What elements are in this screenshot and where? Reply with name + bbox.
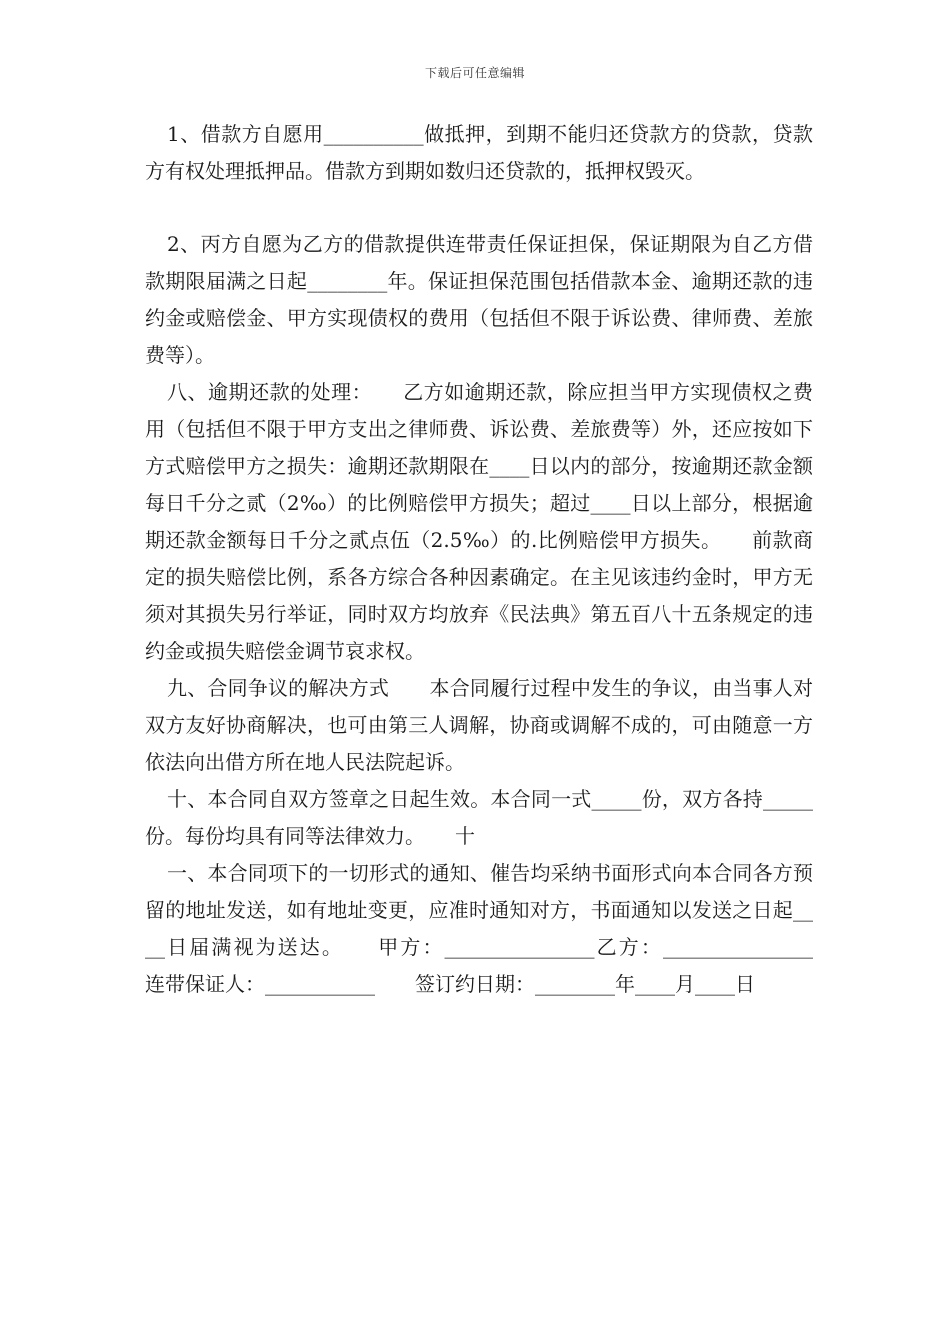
clause-8-overdue: 八、逾期还款的处理： 乙方如逾期还款，除应担当甲方实现债权之费用（包括但不限于甲方支出之律师费、诉讼费、差旅费等）外，还应按如下方式赔偿甲方之损失：逾期还款期限在____日以内的部分，按逾期还款金额每日千分之贰（2‰）的比例赔偿甲方损失；超过____日以上部分，根据逾期还款金额每日千分之贰点伍（2.5‰）的.比例赔偿甲方损失。 前款商定的损失赔偿比例，系各方综合各种因素确定。在主见该违约金时，甲方无须对其损失另行举证，同时双方均放弃《民法典》第五百八十五条规定的违约金或损失赔偿金调节哀求权。: [145, 380, 813, 663]
contract-body: [145, 116, 853, 1003]
clause-1-collateral: 1、借款方自愿用__________做抵押，到期不能归还贷款方的贷款，贷款方有权处理抵押品。借款方到期如数归还贷款的，抵押权毁灭。: [145, 122, 813, 183]
clause-9-dispute: 九、合同争议的解决方式 本合同履行过程中发生的争议，由当事人对双方友好协商解决，也可由第三人调解，协商或调解不成的，可由随意一方依法向出借方所在地人民法院起诉。: [145, 676, 813, 774]
clause-10-effective: 十、本合同自双方签章之日起生效。本合同一式_____份，双方各持_____份。每份均具有同等法律效力。 十: [145, 787, 813, 848]
page-header-note: 下载后可任意编辑: [424, 66, 525, 80]
clause-2-guarantee: 2、丙方自愿为乙方的借款提供连带责任保证担保，保证期限为自乙方借款期限届满之日起________年。保证担保范围包括借款本金、逾期还款的违约金或赔偿金、甲方实现债权的费用（包括但不限于诉讼费、律师费、差旅费等）。: [145, 232, 813, 367]
clause-11-notice-signature: 一、本合同项下的一切形式的通知、催告均采纳书面形式向本合同各方预留的地址发送，如有地址变更，应准时通知对方，书面通知以发送之日起____日届满视为送达。 甲方：_______________乙方：_______________ 连带保证人：___________ 签订约日期：________年____月____日: [145, 861, 853, 996]
